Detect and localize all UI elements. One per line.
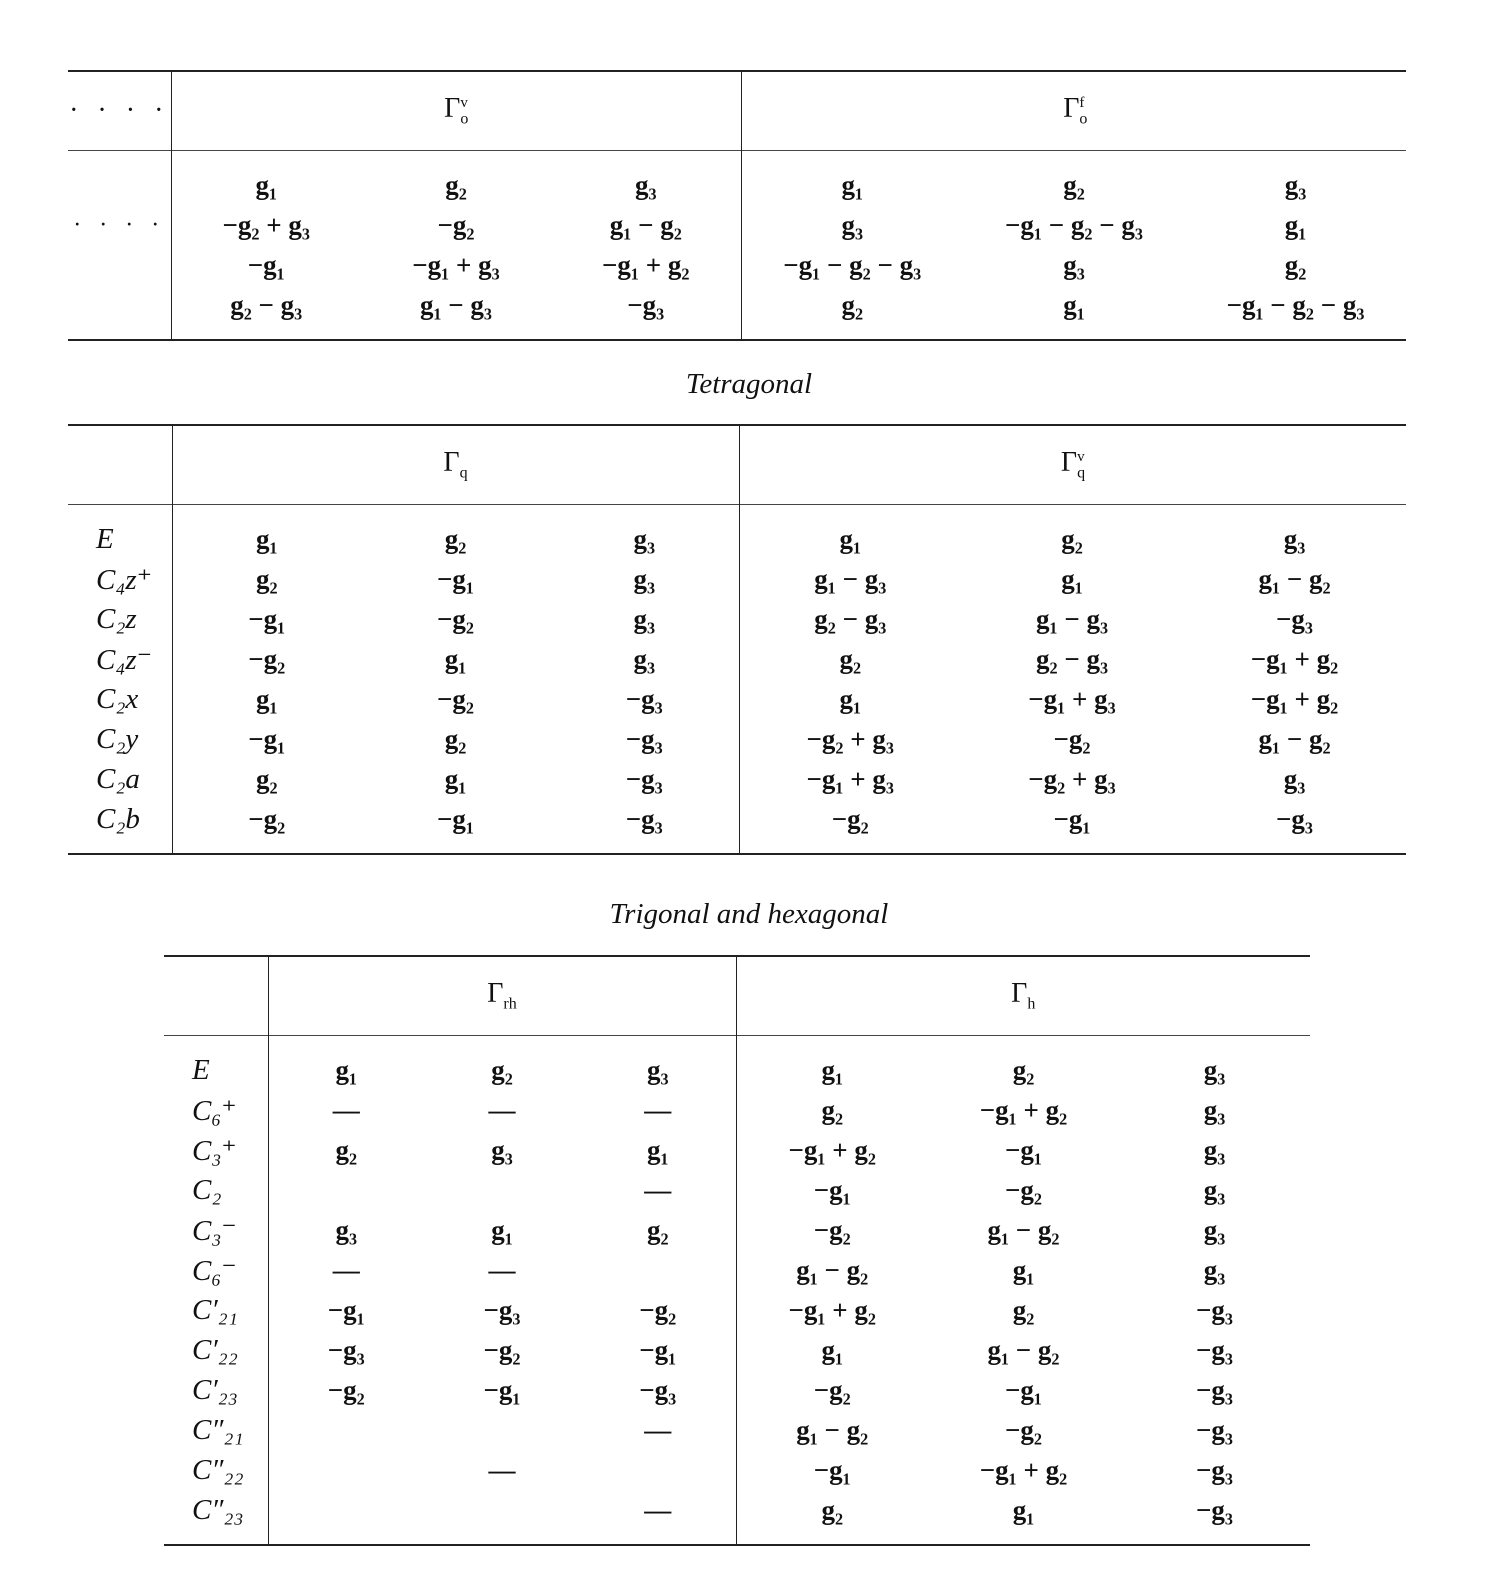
table-cell <box>580 1450 736 1490</box>
table-cell: −g₁ + g₂ <box>788 1134 876 1165</box>
table-cell: −g₂ <box>437 209 475 240</box>
table-cell: −g₂ <box>437 683 474 714</box>
table-cell: g₁ <box>268 1036 424 1091</box>
table-row <box>164 1250 1310 1290</box>
table-cell: −g₃ <box>327 1334 365 1365</box>
symmetry-operation: C₄z⁺ <box>68 559 172 599</box>
table-cell: −g₁ + g₂ <box>1250 643 1339 674</box>
table-row <box>68 799 1406 854</box>
table-cell: −g₃ <box>551 285 741 340</box>
table-cell: g₂ <box>839 643 862 674</box>
symmetry-operation: C′₂₂ <box>164 1330 268 1370</box>
table-cell: g₃ <box>550 639 739 679</box>
table-cell <box>268 1170 424 1210</box>
table-row <box>68 151 1406 206</box>
table-cell: g₂ <box>928 1036 1119 1091</box>
symmetry-operation: C′₂₃ <box>164 1370 268 1410</box>
table-row <box>164 1210 1310 1250</box>
table-cell: g₁ − g₂ <box>987 1334 1060 1365</box>
table-cell: −g₃ <box>483 1294 521 1325</box>
row-label <box>68 245 171 285</box>
table-cell: −g₁ <box>437 563 474 594</box>
row-label <box>68 285 171 340</box>
table-cell: g₃ <box>550 505 739 560</box>
header-row-label: · · · · <box>68 71 171 151</box>
table-cell: g₂ <box>741 285 963 340</box>
table-cell: −g₃ <box>1196 1414 1233 1445</box>
table-row <box>68 285 1406 340</box>
header-gamma-q-v: $\Gamma_q^v$ <box>739 425 1406 505</box>
table-cell: — <box>488 1254 516 1285</box>
table-cell: −g₂ <box>437 603 474 634</box>
table-cell: g₃ <box>1183 505 1406 560</box>
table-cell: g₁ − g₂ <box>551 205 741 245</box>
table-cell: −g₂ <box>327 1374 365 1405</box>
table-row <box>164 1170 1310 1210</box>
table-cell: −g₁ − g₂ − g₃ <box>1185 285 1406 340</box>
row-label: · · · · <box>68 205 171 245</box>
table-cell: g₃ <box>491 1134 513 1165</box>
table-cell: −g₃ <box>550 719 739 759</box>
table-row <box>164 1290 1310 1330</box>
table-cell: −g₁ + g₂ <box>979 1454 1068 1485</box>
table-cell: −g₂ <box>813 1214 851 1245</box>
table-row <box>164 1450 1310 1490</box>
table-row <box>68 599 1406 639</box>
table-cell: −g₁ <box>248 603 286 634</box>
table-continued <box>68 70 1406 341</box>
table-cell: g₃ <box>1283 763 1306 794</box>
table-cell: g₁ <box>580 1130 736 1170</box>
table-row <box>68 719 1406 759</box>
header-gamma-o-v: $\Gamma_o^v$ <box>171 71 741 151</box>
table-cell: g₃ <box>551 151 741 206</box>
table-cell: g₂ <box>821 1094 844 1125</box>
symmetry-operation: C″₂₃ <box>164 1490 268 1545</box>
table-row <box>68 245 1406 285</box>
table-cell: — <box>488 1094 516 1125</box>
table-cell: −g₁ <box>483 1374 521 1405</box>
table-row <box>164 1130 1310 1170</box>
table-cell: −g₃ <box>1196 1334 1233 1365</box>
table-cell: g₂ − g₃ <box>171 285 361 340</box>
table-cell: — <box>580 1090 736 1130</box>
table-cell: −g₂ <box>248 643 286 674</box>
table-cell: g₁ − g₃ <box>1035 603 1109 634</box>
table-row <box>164 1036 1310 1091</box>
header-gamma-q: $\Gamma_q$ <box>172 425 739 505</box>
table-cell: −g₂ <box>1005 1414 1042 1445</box>
table-cell <box>424 1490 580 1545</box>
table-cell: −g₂ <box>1053 723 1091 754</box>
table-cell: g₂ <box>1012 1294 1035 1325</box>
table-cell: −g₂ <box>1005 1174 1042 1205</box>
table-cell: −g₁ <box>1005 1374 1042 1405</box>
table-cell: −g₁ − g₂ − g₃ <box>1005 209 1143 240</box>
table-cell: g₃ <box>841 209 864 240</box>
table-cell: g₃ <box>1203 1174 1226 1205</box>
table-cell: g₁ <box>171 151 361 206</box>
table-cell: −g₃ <box>550 679 739 719</box>
table-cell: −g₂ <box>739 799 961 854</box>
table-cell: — <box>580 1410 736 1450</box>
section-caption-tetragonal: Tetragonal <box>685 368 813 400</box>
symmetry-operation: C₂x <box>68 679 172 719</box>
table-cell: −g₁ + g₃ <box>412 249 500 280</box>
section-caption-trigonal-hexagonal: Trigonal and hexagonal <box>609 898 889 930</box>
table-cell: g₃ <box>1203 1134 1226 1165</box>
table-cell: −g₁ <box>813 1174 851 1205</box>
table-cell: −g₁ <box>580 1330 736 1370</box>
table-cell: −g₃ <box>1196 1454 1233 1485</box>
table-cell: g₁ − g₃ <box>361 285 551 340</box>
table-trigonal-hexagonal <box>164 955 1310 1546</box>
table-cell: g₂ <box>255 563 278 594</box>
table-row <box>68 759 1406 799</box>
table-cell: −g₂ + g₃ <box>806 723 894 754</box>
table-cell: g₃ <box>1203 1214 1226 1245</box>
table-cell: — <box>580 1490 736 1545</box>
table-row <box>164 1410 1310 1450</box>
symmetry-operation: C₃⁻ <box>164 1210 268 1250</box>
symmetry-operation: E <box>164 1036 268 1091</box>
table-cell: g₁ <box>172 505 361 560</box>
table-cell: g₁ <box>1012 1254 1035 1285</box>
table-row <box>68 559 1406 599</box>
row-label <box>68 151 171 206</box>
table-cell: −g₃ <box>1276 603 1313 634</box>
table-cell: −g₃ <box>1119 1490 1310 1545</box>
table-cell: g₁ <box>491 1214 513 1245</box>
table-row <box>164 1330 1310 1370</box>
table-cell: g₁ <box>963 285 1185 340</box>
table-cell: −g₃ <box>1196 1294 1233 1325</box>
table-cell: g₁ <box>736 1036 928 1091</box>
table-cell: g₁ − g₂ <box>796 1414 869 1445</box>
table-cell: g₁ − g₂ <box>1258 723 1331 754</box>
symmetry-operation: C₂ <box>164 1170 268 1210</box>
table-cell: g₂ <box>424 1036 580 1091</box>
table-cell: g₁ <box>821 1334 844 1365</box>
table-cell: g₁ <box>928 1490 1119 1545</box>
table-cell: g₁ <box>839 683 862 714</box>
table-cell: g₃ <box>1185 151 1406 206</box>
table-cell: −g₁ <box>247 249 285 280</box>
table-row <box>68 679 1406 719</box>
table-cell: g₃ <box>580 1036 736 1091</box>
table-cell: g₂ <box>580 1210 736 1250</box>
table-cell: g₃ <box>550 559 739 599</box>
symmetry-operation: C₂y <box>68 719 172 759</box>
table-row <box>68 639 1406 679</box>
symmetry-operation: C₄z⁻ <box>68 639 172 679</box>
symmetry-operation: C₆⁺ <box>164 1090 268 1130</box>
table-cell: −g₃ <box>550 799 739 854</box>
header-gamma-o-f: $\Gamma_o^f$ <box>741 71 1406 151</box>
table-cell: g₃ <box>1063 249 1085 280</box>
table-cell: — <box>332 1254 360 1285</box>
table-cell: −g₁ + g₂ <box>1250 683 1339 714</box>
header-empty <box>68 425 172 505</box>
header-empty <box>164 956 268 1036</box>
table-cell: — <box>332 1094 360 1125</box>
table-row <box>164 1090 1310 1130</box>
table-cell: −g₁ <box>1005 1134 1042 1165</box>
table-cell: g₃ <box>1203 1094 1226 1125</box>
header-gamma-h: $\Gamma_h$ <box>736 956 1310 1036</box>
table-cell: −g₁ + g₂ <box>979 1094 1068 1125</box>
table-cell: −g₁ <box>361 799 550 854</box>
table-cell: −g₁ + g₂ <box>551 245 741 285</box>
table-cell: g₂ <box>361 151 551 206</box>
table-cell: g₁ − g₂ <box>796 1254 869 1285</box>
table-cell: g₂ <box>963 151 1185 206</box>
table-cell: −g₂ + g₃ <box>1028 763 1116 794</box>
table-cell: g₃ <box>1203 1254 1226 1285</box>
symmetry-operation: C₆⁻ <box>164 1250 268 1290</box>
table-cell: g₃ <box>335 1214 358 1245</box>
table-cell <box>268 1490 424 1545</box>
table-cell: g₂ <box>444 723 467 754</box>
table-cell: −g₂ <box>580 1290 736 1330</box>
table-row <box>68 505 1406 560</box>
table-cell: g₁ − g₂ <box>987 1214 1060 1245</box>
table-cell: g₂ <box>1284 249 1307 280</box>
table-cell: −g₁ + g₃ <box>806 763 894 794</box>
table-cell: g₃ <box>550 599 739 639</box>
table-cell: −g₂ <box>483 1334 521 1365</box>
symmetry-operation: C₂z <box>68 599 172 639</box>
table-cell: g₂ <box>335 1134 358 1165</box>
table-cell <box>268 1450 424 1490</box>
table-cell: g₃ <box>1119 1036 1310 1091</box>
table-cell: g₁ − g₃ <box>814 563 887 594</box>
header-gamma-rh: $\Gamma_{rh}$ <box>268 956 736 1036</box>
table-row <box>164 1490 1310 1545</box>
table-cell: g₂ <box>736 1490 928 1545</box>
table-cell: −g₁ − g₂ − g₃ <box>783 249 922 280</box>
symmetry-operation: C₂a <box>68 759 172 799</box>
table-cell: g₁ <box>444 763 467 794</box>
table-cell: g₂ <box>255 763 278 794</box>
table-cell <box>580 1250 736 1290</box>
table-cell: −g₂ <box>172 799 361 854</box>
table-row <box>164 1370 1310 1410</box>
table-cell: −g₁ <box>813 1454 851 1485</box>
table-cell: −g₁ <box>248 723 286 754</box>
symmetry-operation: C″₂₂ <box>164 1450 268 1490</box>
table-cell: g₁ − g₂ <box>1258 563 1331 594</box>
table-tetragonal <box>68 424 1406 855</box>
table-cell: g₂ − g₃ <box>814 603 887 634</box>
symmetry-operation: C₃⁺ <box>164 1130 268 1170</box>
table-cell: g₁ <box>444 643 467 674</box>
table-cell: g₁ <box>1061 563 1083 594</box>
table-cell <box>424 1170 580 1210</box>
table-cell: g₂ <box>961 505 1183 560</box>
table-cell: g₁ <box>255 683 278 714</box>
table-cell: −g₁ + g₃ <box>1028 683 1116 714</box>
table-cell: −g₃ <box>550 759 739 799</box>
table-cell: g₁ <box>1284 209 1307 240</box>
table-cell: — <box>488 1454 516 1485</box>
table-cell: g₁ <box>739 505 961 560</box>
table-row <box>68 205 1406 245</box>
symmetry-operation: C″₂₁ <box>164 1410 268 1450</box>
table-cell: g₂ <box>361 505 550 560</box>
table-cell: −g₂ <box>813 1374 851 1405</box>
table-cell: −g₃ <box>1196 1374 1233 1405</box>
table-cell: — <box>580 1170 736 1210</box>
symmetry-operation: E <box>68 505 172 560</box>
table-cell: −g₁ + g₂ <box>788 1294 876 1325</box>
table-cell: g₂ − g₃ <box>1035 643 1109 674</box>
table-cell <box>268 1410 424 1450</box>
table-cell: −g₃ <box>580 1370 736 1410</box>
table-cell: −g₃ <box>1183 799 1406 854</box>
table-cell: −g₁ <box>961 799 1183 854</box>
table-cell: g₁ <box>741 151 963 206</box>
table-cell: −g₁ <box>327 1294 365 1325</box>
symmetry-operation: C₂b <box>68 799 172 854</box>
symmetry-operation: C′₂₁ <box>164 1290 268 1330</box>
table-cell: −g₂ + g₃ <box>222 209 310 240</box>
table-cell <box>424 1410 580 1450</box>
